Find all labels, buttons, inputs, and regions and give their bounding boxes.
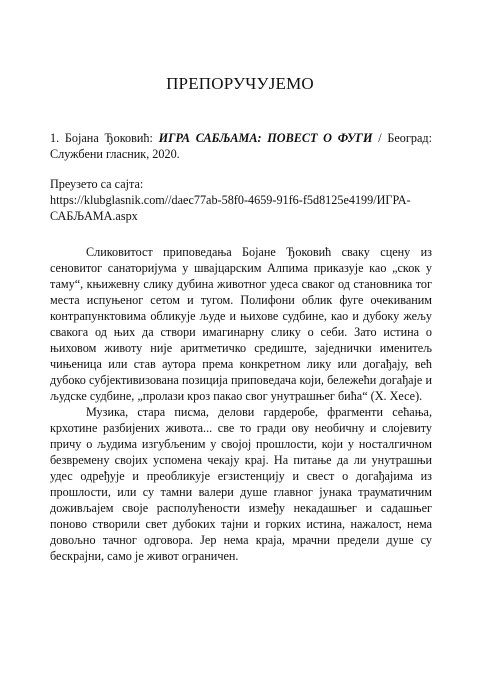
source-label: Преузето са сајта:	[50, 177, 144, 191]
citation-number: 1.	[50, 131, 60, 145]
review-paragraph-2: Музика, стара писма, делови гардеробе, фрагменти сећања, крхотине разбијених живота... све то гради ову необичну и слојевиту причу о људима изгубљеним у својој прошлости, који у носталгичном безвремену својих успомена чекају крај. На питање да ли унутрашњи удес одређује и преобликује егзистенцију и свест о догађајима из прошлости, или су тамни валери душе главног јунака трауматичним доживљајем своје располућености између некадашњег и садашњег поново створили свет дубоких тајни и горких истина, нажалост, нема довољно тачног одговора. Јер нема краја, мрачни предели душе су бескрајни, само је живот ограничен.	[50, 405, 432, 563]
source-url-line1[interactable]: https://klubglasnik.com//daec77ab-58f0-4659-91f6-f5d8125e4199/ИГРА-	[50, 193, 411, 207]
review-paragraph-1: Сликовитост приповедања Бојане Ђоковић сваку сцену из сеновитог санаторијума у швајцарским Алпима приказује као „скок у таму“, књижевну слику дубина животног удеса сваког од становника тог места испуњеног сетом и тугом. Полифони облик фуге очекиваним контрапунктовима обликује људе и њихове судбине, као и дубоку жељу свакога од њих да створи имагинарну слику о себи. Зато истина о њиховом животу није аритметичко средиште, заједнички именитељ чињеница или став аутора према конкретном лику или догађају, већ дубоко субјективизована позиција приповедача који, бележећи догађаје и људске судбине, „пролази кроз пакао свог унутрашњег бића“ (Х. Хесе).	[50, 245, 432, 403]
source-block	[50, 176, 432, 224]
page-title: ПРЕПОРУЧУЈЕМО	[166, 74, 314, 93]
source-url-line2[interactable]: САБЉАМА.aspx	[50, 209, 138, 223]
book-citation	[50, 130, 432, 162]
citation-author: Бојана Ђоковић:	[64, 131, 153, 145]
citation-book-title: ИГРА САБЉАМА: ПОВЕСТ О ФУГИ	[158, 131, 373, 145]
citation-publisher: / Београд: Службени гласник, 2020.	[50, 131, 432, 161]
